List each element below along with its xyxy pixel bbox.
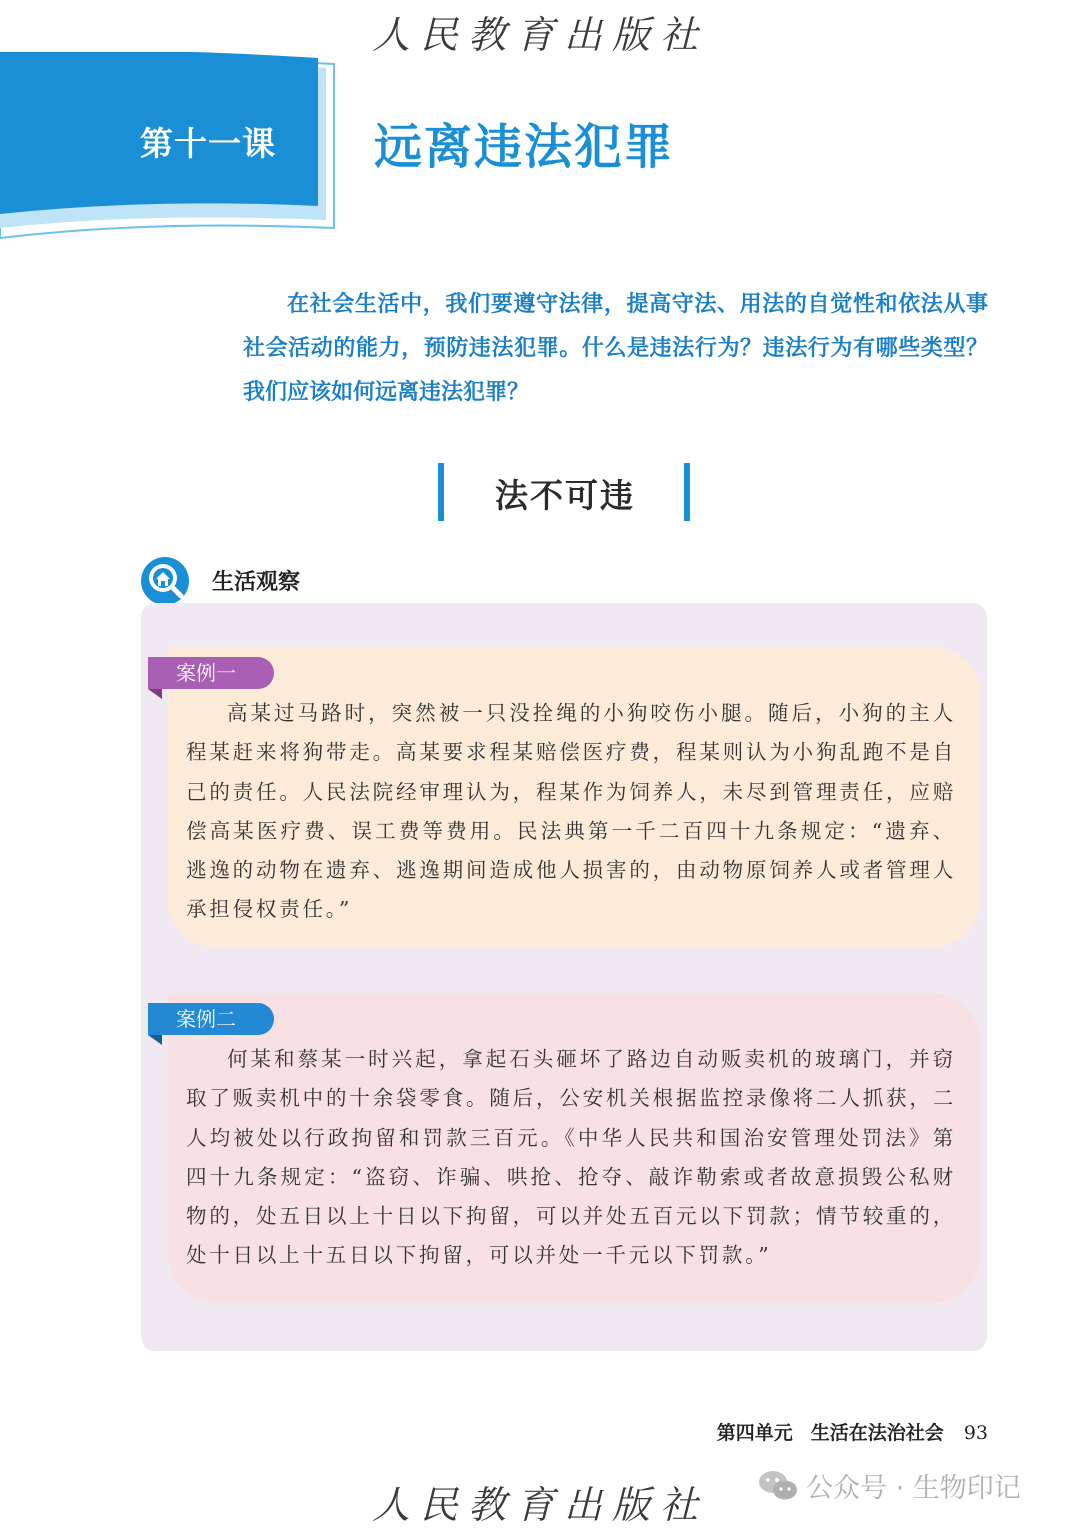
watermark <box>758 1466 1021 1505</box>
publisher-footer: 人民教育出版社 <box>371 1483 708 1527</box>
home-search-icon <box>139 555 191 607</box>
page-footer <box>699 1418 988 1445</box>
intro-paragraph: 在社会生活中，我们要遵守法律，提高守法、用法的自觉性和依法从事社会活动的能力，预防违法犯罪。什么是违法行为？违法行为有哪些类型？我们应该如何远离违法犯罪？ <box>243 291 988 405</box>
footer-unit-title: 生活在法治社会 <box>810 1422 944 1444</box>
case-text-2: 何某和蔡某一时兴起，拿起石头砸坏了路边自动贩卖机的玻璃门，并窃取了贩卖机中的十余袋零食。随后，公安机关根据监控录像将二人抓获，二人均被处以行政拘留和罚款三百元。《中华人民共和国治安管理处罚法》第四十九条规定：“盗窃、诈骗、哄抢、抢夺、敲诈勒索或者故意损毁公私财物的，处五日以上十日以下拘留，可以并处五百元以下罚款；情节较重的，处十日以上十五日以下拘留，可以并处一千元以下罚款。” <box>186 1047 956 1268</box>
case-tag-fold-1 <box>148 689 162 699</box>
case-tag-2: 案例二 <box>148 1003 274 1035</box>
section-title: 法不可违 <box>495 476 635 515</box>
wechat-icon <box>758 1469 798 1503</box>
lesson-label: 第十一课 <box>140 124 276 163</box>
lesson-title: 远离违法犯罪 <box>374 119 675 175</box>
publisher-header: 人民教育出版社 <box>371 13 708 57</box>
case-tag-fold-2 <box>148 1035 162 1045</box>
case-tag-1: 案例一 <box>148 657 274 689</box>
case-text-1: 高某过马路时，突然被一只没拴绳的小狗咬伤小腿。随后，小狗的主人程某赶来将狗带走。高某要求程某赔偿医疗费，程某则认为小狗乱跑不是自己的责任。人民法院经审理认为，程某作为饲养人，未尽到管理责任，应赔偿高某医疗费、误工费等费用。民法典第一千二百四十九条规定：“遗弃、逃逸的动物在遗弃、逃逸期间造成他人损害的，由动物原饲养人或者管理人承担侵权责任。” <box>186 701 956 922</box>
observation-label: 生活观察 <box>212 570 301 595</box>
watermark-text: 公众号 · 生物印记 <box>806 1473 1021 1504</box>
footer-unit: 第四单元 <box>716 1422 793 1444</box>
page-number: 93 <box>963 1422 988 1444</box>
section-bar-right <box>684 463 690 521</box>
